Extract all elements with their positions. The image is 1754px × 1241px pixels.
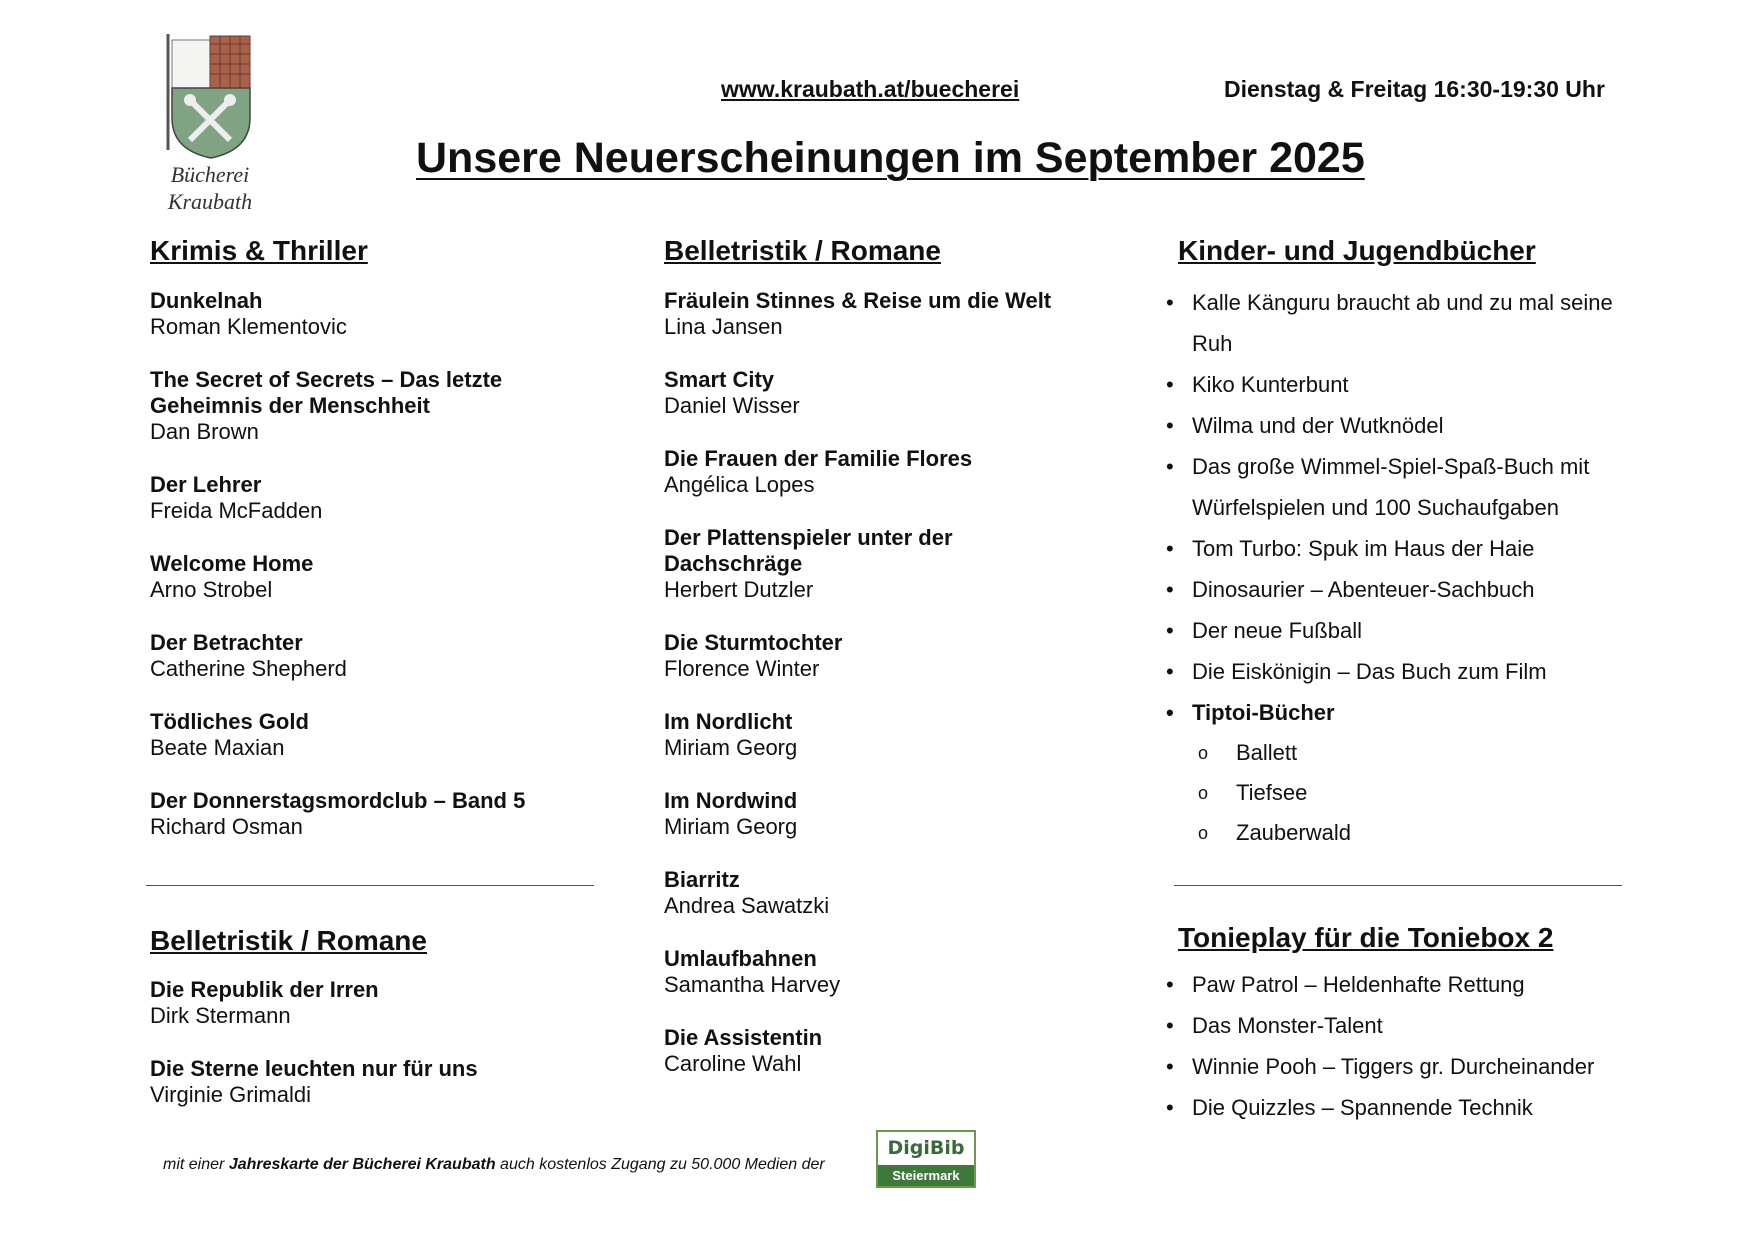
website-link[interactable]: www.kraubath.at/buecherei [721,76,1020,102]
belletristik-left-heading: Belletristik / Romane [150,925,427,956]
book-title: Im Nordwind [664,788,798,813]
book-item [664,630,1104,682]
book-title: Dunkelnah [150,288,263,313]
opening-hours: Dienstag & Freitag 16:30-19:30 Uhr [1224,76,1605,102]
digibib-title: DigiBib [887,1137,965,1159]
book-title: Fräulein Stinnes & Reise um die Welt [664,288,1052,313]
book-item [664,367,1104,419]
logo-line-2: Kraubath [167,189,253,214]
digibib-subtitle: Steiermark [878,1165,974,1186]
book-author: Freida McFadden [150,498,323,523]
book-author: Dan Brown [150,419,259,444]
library-logo [150,30,270,215]
book-author: Virginie Grimaldi [150,1082,311,1107]
book-item [664,946,1104,998]
book-author: Arno Strobel [150,577,273,602]
book-title: Biarritz [664,867,740,892]
book-author: Andrea Sawatzki [664,893,830,918]
book-author: Miriam Georg [664,735,798,760]
book-item [150,472,570,524]
logo-line-1: Bücherei [170,162,250,187]
list-item: • Die Eiskönigin – Das Buch zum Film [1160,651,1640,692]
book-item [150,1056,570,1108]
book-title: Der Plattenspieler unter der Dachschräge [664,525,953,576]
page-title: Unsere Neuerscheinungen im September 2025 [416,134,1365,182]
book-author: Catherine Shepherd [150,656,347,681]
book-item [150,709,570,761]
book-item [664,288,1104,340]
footer-prefix: mit einer [163,1156,225,1173]
book-author: Miriam Georg [664,814,798,839]
book-item [664,788,1104,840]
book-title: Umlaufbahnen [664,946,817,971]
book-item [664,709,1104,761]
list-item: • Tom Turbo: Spuk im Haus der Haie [1160,528,1640,569]
krimis-heading: Krimis & Thriller [150,235,368,266]
list-item: • Das große Wimmel-Spiel-Spaß-Buch mit Würfelspielen und 100 Suchaufgaben [1160,446,1640,528]
book-item [664,1025,1104,1077]
tonieplay-list [1160,964,1640,1128]
book-author: Caroline Wahl [664,1051,802,1076]
divider-left [146,885,594,886]
book-item [664,446,1104,498]
book-author: Roman Klementovic [150,314,347,339]
book-title: Die Frauen der Familie Flores [664,446,973,471]
book-author: Samantha Harvey [664,972,841,997]
list-item: • Das Monster-Talent [1160,1005,1640,1046]
list-item: • Dinosaurier – Abenteuer-Sachbuch [1160,569,1640,610]
book-item [664,867,1104,919]
book-title: Die Assistentin [664,1025,823,1050]
book-author: Lina Jansen [664,314,783,339]
book-title: Der Lehrer [150,472,262,497]
list-item: • Paw Patrol – Heldenhafte Rettung [1160,964,1640,1005]
divider-right [1174,885,1622,886]
belletristik-mid-heading: Belletristik / Romane [664,235,941,266]
book-author: Richard Osman [150,814,303,839]
book-author: Angélica Lopes [664,472,815,497]
list-item: • Kiko Kunterbunt [1160,364,1640,405]
book-title: Der Donnerstagsmordclub – Band 5 [150,788,526,813]
book-title: Smart City [664,367,775,392]
book-title: The Secret of Secrets – Das letzte Geheimnis der Menschheit [150,367,503,418]
book-title: Der Betrachter [150,630,303,655]
footer-suffix: auch kostenlos Zugang zu 50.000 Medien der [500,1156,825,1173]
tiptoi-item: • Tiptoi-Bücher [1160,692,1640,733]
list-item: • Wilma und der Wutknödel [1160,405,1640,446]
book-item [150,977,570,1029]
book-title: Welcome Home [150,551,314,576]
book-title: Tödliches Gold [150,709,309,734]
book-author: Florence Winter [664,656,820,681]
book-item [664,525,994,603]
book-item [150,288,570,340]
digibib-logo[interactable] [876,1130,976,1188]
coat-of-arms-icon [150,30,270,160]
belletristik-mid-list [664,288,1104,1104]
book-title: Im Nordlicht [664,709,793,734]
book-author: Herbert Dutzler [664,577,814,602]
krimis-list [150,288,570,867]
footer-note [163,1156,825,1174]
list-item: • Kalle Känguru braucht ab und zu mal seine Ruh [1160,282,1640,364]
book-title: Die Republik der Irren [150,977,379,1002]
book-item [150,630,570,682]
kinder-list [1160,282,1640,853]
list-item: • Der neue Fußball [1160,610,1640,651]
belletristik-left-list [150,977,570,1135]
book-title: Die Sturmtochter [664,630,843,655]
tonieplay-heading: Tonieplay für die Toniebox 2 [1178,922,1554,953]
book-item [150,367,570,445]
list-item: • Winnie Pooh – Tiggers gr. Durcheinander [1160,1046,1640,1087]
tiptoi-sub-item: o Zauberwald [1160,813,1640,853]
book-author: Daniel Wisser [664,393,800,418]
book-item [150,788,570,840]
tiptoi-sub-item: o Ballett [1160,733,1640,773]
tiptoi-sub-item: o Tiefsee [1160,773,1640,813]
kinder-heading: Kinder- und Jugendbücher [1178,235,1536,266]
book-author: Beate Maxian [150,735,285,760]
footer-bold: Jahreskarte der Bücherei Kraubath [228,1156,496,1173]
book-author: Dirk Stermann [150,1003,291,1028]
book-item [150,551,570,603]
list-item: • Die Quizzles – Spannende Technik [1160,1087,1640,1128]
book-title: Die Sterne leuchten nur für uns [150,1056,478,1081]
